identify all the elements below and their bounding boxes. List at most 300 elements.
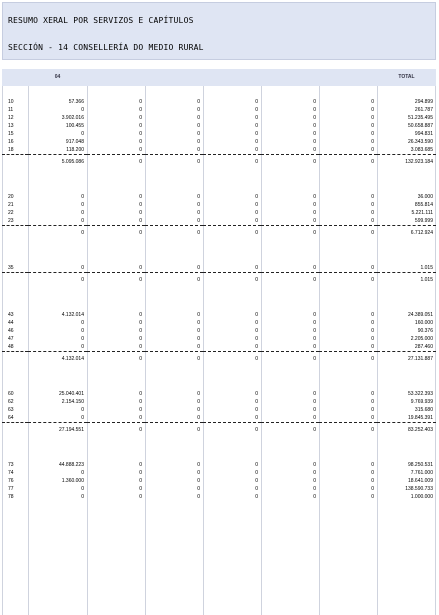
- cell-value: 0: [139, 99, 142, 105]
- cell-value: 994.831: [414, 131, 433, 137]
- cell-value: 0: [197, 194, 200, 200]
- cell-value: 0: [203, 352, 261, 367]
- row-code: 46: [8, 328, 14, 334]
- cell-value: 0: [139, 139, 142, 145]
- cell-value: 2.154.150: [61, 399, 84, 405]
- table-row: [2, 264, 436, 273]
- table-row: [2, 130, 436, 138]
- cell-value: 51.235.495: [407, 115, 433, 121]
- spacer-row: [2, 248, 436, 256]
- cell-value: 6.712.924: [377, 226, 436, 241]
- cell-value: 53.322.393: [407, 391, 433, 397]
- cell-value: 0: [139, 123, 142, 129]
- table-row: [2, 469, 436, 477]
- cell-value: 0: [371, 107, 374, 113]
- cell-value: 0: [319, 226, 377, 241]
- column-header: [203, 69, 261, 86]
- cell-value: 0: [87, 423, 145, 438]
- cell-value: 0: [28, 273, 87, 288]
- cell-value: 0: [255, 328, 258, 334]
- report-header: [2, 2, 436, 60]
- table-row: [2, 209, 436, 217]
- cell-value: 0: [81, 107, 84, 113]
- cell-value: 0: [139, 265, 142, 271]
- cell-value: 0: [255, 462, 258, 468]
- cell-value: 0: [197, 478, 200, 484]
- table-row: [2, 406, 436, 414]
- cell-value: 0: [371, 131, 374, 137]
- cell-value: 0: [139, 462, 142, 468]
- cell-value: 0: [371, 115, 374, 121]
- table-row: [2, 319, 436, 327]
- row-code: [2, 226, 28, 241]
- cell-value: 132.923.184: [377, 155, 436, 170]
- row-code: 10: [8, 99, 14, 105]
- cell-value: 0: [313, 139, 316, 145]
- cell-value: 0: [255, 399, 258, 405]
- cell-value: 0: [197, 312, 200, 318]
- cell-value: 315.680: [414, 407, 433, 413]
- row-code: [2, 423, 28, 438]
- cell-value: 0: [255, 336, 258, 342]
- cell-value: 0: [197, 107, 200, 113]
- cell-value: 0: [197, 328, 200, 334]
- cell-value: 0: [371, 139, 374, 145]
- cell-value: 0: [371, 202, 374, 208]
- cell-value: 0: [81, 470, 84, 476]
- column-header: 04: [28, 69, 87, 86]
- cell-value: 0: [313, 494, 316, 500]
- cell-value: 0: [371, 494, 374, 500]
- cell-value: 0: [87, 226, 145, 241]
- cell-value: 0: [261, 155, 319, 170]
- cell-value: 0: [139, 131, 142, 137]
- table-row: [2, 106, 436, 114]
- cell-value: 0: [197, 131, 200, 137]
- cell-value: 44.888.223: [58, 462, 84, 468]
- cell-value: 90.376: [417, 328, 433, 334]
- cell-value: 160.000: [414, 320, 433, 326]
- row-code: 47: [8, 336, 14, 342]
- cell-value: 0: [313, 470, 316, 476]
- row-code: [2, 155, 28, 170]
- cell-value: 0: [313, 99, 316, 105]
- table-row: [2, 193, 436, 201]
- cell-value: 26.343.590: [407, 139, 433, 145]
- cell-value: 0: [371, 265, 374, 271]
- cell-value: 0: [261, 352, 319, 367]
- cell-value: 0: [371, 210, 374, 216]
- cell-value: 0: [313, 107, 316, 113]
- table-row: [2, 343, 436, 352]
- row-code: 63: [8, 407, 14, 413]
- cell-value: 0: [197, 265, 200, 271]
- column-header: [87, 69, 145, 86]
- cell-value: 0: [139, 336, 142, 342]
- row-code: 11: [8, 107, 14, 113]
- cell-value: 0: [145, 352, 203, 367]
- report-title: RESUMO XERAL POR SERVIZOS E CAPÍTULOS: [8, 16, 194, 25]
- summary-table-wrap: [2, 69, 436, 501]
- cell-value: 0: [197, 218, 200, 224]
- cell-value: 0: [139, 202, 142, 208]
- row-code: 60: [8, 391, 14, 397]
- cell-value: 0: [371, 470, 374, 476]
- cell-value: 0: [87, 273, 145, 288]
- subtotal-row: [2, 273, 436, 288]
- cell-value: 0: [255, 139, 258, 145]
- cell-value: 294.899: [414, 99, 433, 105]
- spacer-row: [2, 437, 436, 445]
- cell-value: 0: [255, 265, 258, 271]
- cell-value: 0: [313, 265, 316, 271]
- cell-value: 0: [313, 415, 316, 421]
- column-header: [319, 69, 377, 86]
- spacer-row: [2, 177, 436, 185]
- cell-value: 0: [313, 320, 316, 326]
- cell-value: 1.360.000: [61, 478, 84, 484]
- cell-value: 4.132.014: [61, 312, 84, 318]
- cell-value: 0: [255, 415, 258, 421]
- cell-value: 3.902.016: [61, 115, 84, 121]
- cell-value: 0: [81, 202, 84, 208]
- cell-value: 0: [197, 320, 200, 326]
- spacer-row: [2, 382, 436, 390]
- row-code: 18: [8, 147, 14, 153]
- cell-value: 0: [197, 391, 200, 397]
- cell-value: 0: [313, 478, 316, 484]
- cell-value: 0: [371, 312, 374, 318]
- cell-value: 0: [139, 478, 142, 484]
- cell-value: 98.250.531: [407, 462, 433, 468]
- cell-value: 0: [313, 312, 316, 318]
- cell-value: 0: [139, 210, 142, 216]
- table-row: [2, 477, 436, 485]
- cell-value: 0: [255, 344, 258, 350]
- cell-value: 0: [313, 336, 316, 342]
- cell-value: 0: [139, 407, 142, 413]
- cell-value: 4.132.014: [28, 352, 87, 367]
- row-code: [2, 273, 28, 288]
- cell-value: 0: [371, 399, 374, 405]
- cell-value: 100.455: [65, 123, 84, 129]
- cell-value: 0: [255, 115, 258, 121]
- spacer-row: [2, 240, 436, 248]
- cell-value: 0: [313, 486, 316, 492]
- row-code: 21: [8, 202, 14, 208]
- spacer-row: [2, 86, 436, 98]
- cell-value: 25.040.401: [58, 391, 84, 397]
- cell-value: 0: [255, 131, 258, 137]
- cell-value: 0: [319, 423, 377, 438]
- cell-value: 27.194.551: [28, 423, 87, 438]
- cell-value: 0: [81, 415, 84, 421]
- row-code: 44: [8, 320, 14, 326]
- cell-value: 0: [319, 155, 377, 170]
- cell-value: 0: [313, 210, 316, 216]
- cell-value: 0: [371, 147, 374, 153]
- cell-value: 0: [371, 336, 374, 342]
- cell-value: 0: [255, 470, 258, 476]
- cell-value: 0: [145, 273, 203, 288]
- row-code: 20: [8, 194, 14, 200]
- cell-value: 0: [81, 210, 84, 216]
- cell-value: 261.787: [414, 107, 433, 113]
- cell-value: 24.389.051: [407, 312, 433, 318]
- cell-value: 83.252.403: [377, 423, 436, 438]
- cell-value: 0: [145, 155, 203, 170]
- cell-value: 19.845.391: [407, 415, 433, 421]
- table-row: [2, 146, 436, 155]
- cell-value: 917.048: [65, 139, 84, 145]
- cell-value: 0: [255, 486, 258, 492]
- section-title: SECCIÓN - 14 CONSELLERÍA DO MEDIO RURAL: [8, 43, 204, 52]
- row-code: 76: [8, 478, 14, 484]
- cell-value: 0: [319, 273, 377, 288]
- cell-value: 0: [255, 407, 258, 413]
- cell-value: 0: [255, 312, 258, 318]
- cell-value: 0: [197, 470, 200, 476]
- spacer-row: [2, 366, 436, 374]
- cell-value: 0: [371, 218, 374, 224]
- cell-value: 0: [81, 131, 84, 137]
- table-row: [2, 98, 436, 106]
- cell-value: 0: [87, 155, 145, 170]
- row-code: 16: [8, 139, 14, 145]
- cell-value: 2.205.000: [410, 336, 433, 342]
- summary-table: [2, 69, 436, 501]
- row-code: 77: [8, 486, 14, 492]
- subtotal-row: [2, 423, 436, 438]
- cell-value: 0: [261, 226, 319, 241]
- spacer-row: [2, 445, 436, 453]
- cell-value: 0: [139, 415, 142, 421]
- cell-value: 0: [145, 226, 203, 241]
- cell-value: 0: [139, 344, 142, 350]
- cell-value: 0: [197, 210, 200, 216]
- row-code: 13: [8, 123, 14, 129]
- cell-value: 0: [261, 273, 319, 288]
- cell-value: 0: [255, 147, 258, 153]
- cell-value: 1.015: [420, 265, 433, 271]
- table-row: [2, 398, 436, 406]
- cell-value: 0: [371, 415, 374, 421]
- row-code: 73: [8, 462, 14, 468]
- cell-value: 0: [313, 202, 316, 208]
- table-row: [2, 201, 436, 209]
- cell-value: 0: [255, 478, 258, 484]
- cell-value: 50.658.887: [407, 123, 433, 129]
- cell-value: 118.200: [66, 147, 84, 153]
- spacer-row: [2, 256, 436, 264]
- spacer-row: [2, 374, 436, 382]
- cell-value: 0: [313, 131, 316, 137]
- cell-value: 0: [197, 99, 200, 105]
- cell-value: 0: [203, 155, 261, 170]
- cell-value: 0: [319, 352, 377, 367]
- cell-value: 0: [255, 99, 258, 105]
- cell-value: 9.769.939: [410, 399, 433, 405]
- cell-value: 0: [313, 399, 316, 405]
- cell-value: 0: [197, 123, 200, 129]
- row-code: 62: [8, 399, 14, 405]
- cell-value: 0: [371, 194, 374, 200]
- cell-value: 0: [371, 478, 374, 484]
- cell-value: 57.366: [68, 99, 84, 105]
- cell-value: 0: [203, 226, 261, 241]
- cell-value: 599.999: [414, 218, 433, 224]
- row-code: 22: [8, 210, 14, 216]
- cell-value: 0: [313, 194, 316, 200]
- cell-value: 0: [255, 494, 258, 500]
- cell-value: 0: [197, 462, 200, 468]
- table-row: [2, 114, 436, 122]
- table-row: [2, 414, 436, 423]
- cell-value: 0: [145, 423, 203, 438]
- cell-value: 0: [197, 399, 200, 405]
- cell-value: 1.000.000: [410, 494, 433, 500]
- cell-value: 36.000: [417, 194, 433, 200]
- cell-value: 0: [139, 147, 142, 153]
- cell-value: 0: [371, 99, 374, 105]
- cell-value: 0: [197, 415, 200, 421]
- cell-value: 0: [313, 344, 316, 350]
- row-code: 15: [8, 131, 14, 137]
- cell-value: 0: [197, 202, 200, 208]
- table-row: [2, 327, 436, 335]
- cell-value: 0: [139, 320, 142, 326]
- cell-value: 0: [371, 486, 374, 492]
- cell-value: 287.460: [414, 344, 433, 350]
- cell-value: 0: [139, 218, 142, 224]
- cell-value: 0: [255, 218, 258, 224]
- cell-value: 3.083.685: [410, 147, 433, 153]
- cell-value: 0: [371, 462, 374, 468]
- subtotal-row: [2, 226, 436, 241]
- table-row: [2, 217, 436, 226]
- cell-value: 0: [313, 328, 316, 334]
- column-header: [2, 69, 28, 86]
- cell-value: 0: [255, 391, 258, 397]
- cell-value: 0: [81, 265, 84, 271]
- cell-value: 0: [81, 218, 84, 224]
- row-code: 48: [8, 344, 14, 350]
- cell-value: 0: [255, 320, 258, 326]
- subtotal-row: [2, 352, 436, 367]
- cell-value: 0: [197, 147, 200, 153]
- table-row: [2, 311, 436, 319]
- cell-value: 18.641.009: [407, 478, 433, 484]
- cell-value: 0: [197, 115, 200, 121]
- cell-value: 0: [81, 407, 84, 413]
- row-code: 78: [8, 494, 14, 500]
- spacer-row: [2, 295, 436, 303]
- cell-value: 0: [261, 423, 319, 438]
- cell-value: 0: [313, 115, 316, 121]
- cell-value: 0: [81, 320, 84, 326]
- cell-value: 1.015: [377, 273, 436, 288]
- spacer-row: [2, 169, 436, 177]
- table-row: [2, 335, 436, 343]
- cell-value: 0: [313, 462, 316, 468]
- cell-value: 0: [371, 344, 374, 350]
- row-code: [2, 352, 28, 367]
- cell-value: 0: [371, 391, 374, 397]
- spacer-row: [2, 453, 436, 461]
- cell-value: 0: [371, 328, 374, 334]
- cell-value: 7.761.000: [410, 470, 433, 476]
- cell-value: 0: [139, 312, 142, 318]
- cell-value: 0: [139, 328, 142, 334]
- column-header: [261, 69, 319, 86]
- subtotal-row: [2, 155, 436, 170]
- table-row: [2, 485, 436, 493]
- spacer-row: [2, 303, 436, 311]
- cell-value: 0: [81, 328, 84, 334]
- cell-value: 0: [313, 147, 316, 153]
- cell-value: 0: [313, 123, 316, 129]
- cell-value: 0: [81, 344, 84, 350]
- cell-value: 0: [255, 107, 258, 113]
- cell-value: 0: [139, 470, 142, 476]
- cell-value: 0: [197, 139, 200, 145]
- cell-value: 0: [255, 210, 258, 216]
- cell-value: 0: [197, 336, 200, 342]
- cell-value: 0: [313, 218, 316, 224]
- cell-value: 0: [139, 399, 142, 405]
- cell-value: 0: [197, 344, 200, 350]
- cell-value: 0: [197, 486, 200, 492]
- cell-value: 0: [81, 336, 84, 342]
- cell-value: 0: [371, 407, 374, 413]
- cell-value: 0: [139, 391, 142, 397]
- row-code: 23: [8, 218, 14, 224]
- cell-value: 0: [139, 494, 142, 500]
- row-code: 74: [8, 470, 14, 476]
- cell-value: 0: [28, 226, 87, 241]
- table-row: [2, 122, 436, 130]
- cell-value: 27.131.887: [377, 352, 436, 367]
- cell-value: 0: [371, 320, 374, 326]
- row-code: 12: [8, 115, 14, 121]
- table-row: [2, 390, 436, 398]
- cell-value: 0: [81, 486, 84, 492]
- column-header: [145, 69, 203, 86]
- cell-value: 0: [255, 202, 258, 208]
- table-row: [2, 461, 436, 469]
- cell-value: 0: [87, 352, 145, 367]
- table-header-row: [2, 69, 436, 86]
- row-code: 43: [8, 312, 14, 318]
- cell-value: 0: [197, 494, 200, 500]
- cell-value: 0: [255, 194, 258, 200]
- cell-value: 0: [203, 423, 261, 438]
- cell-value: 0: [81, 194, 84, 200]
- cell-value: 0: [197, 407, 200, 413]
- row-code: 64: [8, 415, 14, 421]
- spacer-row: [2, 287, 436, 295]
- cell-value: 0: [371, 123, 374, 129]
- spacer-row: [2, 185, 436, 193]
- cell-value: 0: [313, 391, 316, 397]
- table-row: [2, 493, 436, 501]
- cell-value: 5.221.111: [411, 210, 433, 216]
- cell-value: 0: [313, 407, 316, 413]
- column-header: TOTAL: [377, 69, 436, 86]
- cell-value: 0: [139, 194, 142, 200]
- cell-value: 0: [81, 494, 84, 500]
- cell-value: 0: [139, 115, 142, 121]
